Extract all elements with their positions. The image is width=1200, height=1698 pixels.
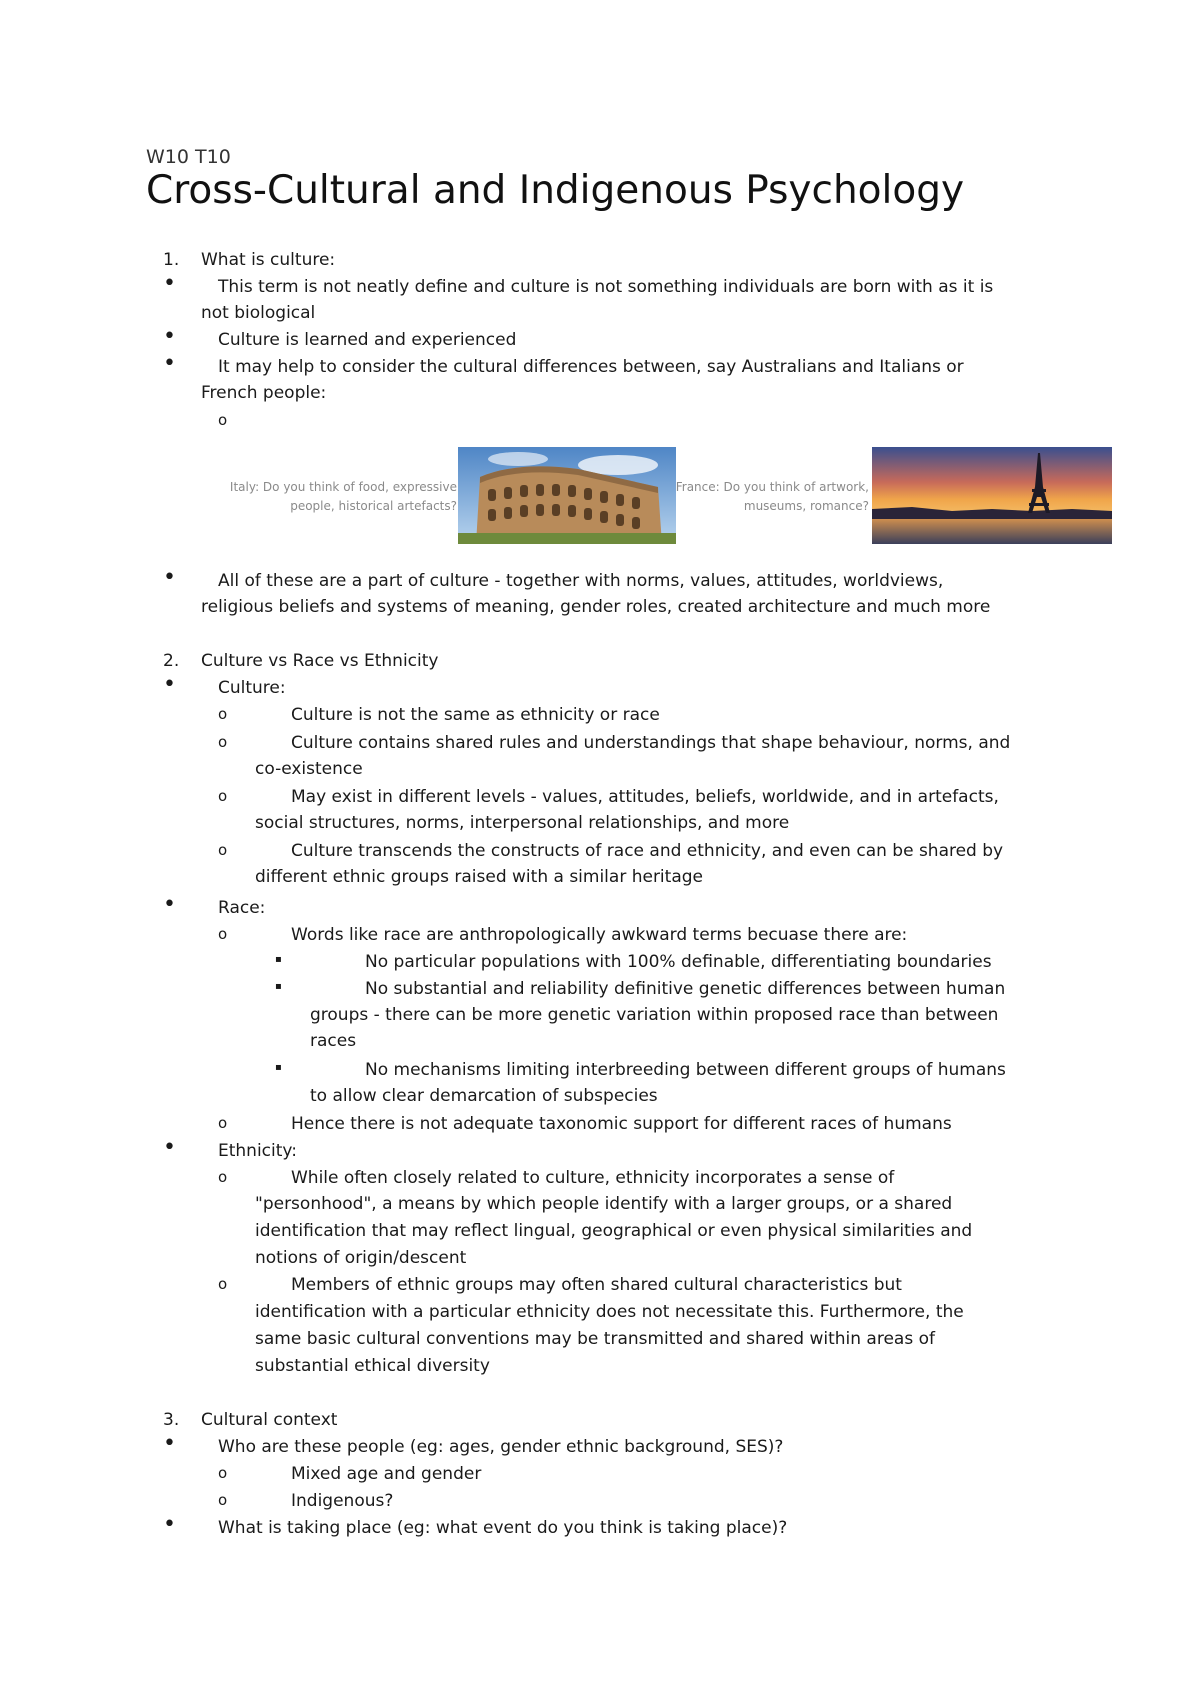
list-item: No substantial and reliability definitive genetic differences between human xyxy=(365,979,1006,999)
list-item: This term is not neatly define and culture is not something individuals are born with as it is xyxy=(218,277,994,297)
list-item: May exist in different levels - values, attitudes, beliefs, worldwide, and in artefacts, xyxy=(291,787,999,807)
bullet-circle: o xyxy=(218,1114,228,1132)
bullet-circle: o xyxy=(218,705,228,723)
italy-caption-line-1: Italy: Do you think of food, expressive xyxy=(229,480,457,494)
section-1-number: 1. xyxy=(163,250,180,270)
list-item: All of these are a part of culture - together with norms, values, attitudes, worldviews, xyxy=(218,571,944,591)
list-item: Race: xyxy=(218,898,266,918)
list-item: Words like race are anthropologically awkward terms becuase there are: xyxy=(291,925,908,945)
list-item: Who are these people (eg: ages, gender ethnic background, SES)? xyxy=(218,1437,784,1457)
list-item: Members of ethnic groups may often shared cultural characteristics but xyxy=(291,1275,902,1295)
list-item-continued: notions of origin/descent xyxy=(255,1248,467,1268)
bullet-disc: • xyxy=(163,324,176,349)
list-item: Culture is learned and experienced xyxy=(218,330,517,350)
bullet-square: ▪ xyxy=(275,954,282,965)
list-item-continued: different ethnic groups raised with a similar heritage xyxy=(255,867,703,887)
list-item: Culture contains shared rules and understandings that shape behaviour, norms, and xyxy=(291,733,1011,753)
france-caption-line-1: France: Do you think of artwork, xyxy=(675,480,869,494)
section-2-heading: Culture vs Race vs Ethnicity xyxy=(201,651,439,671)
italy-caption-line-2: people, historical artefacts? xyxy=(290,499,457,513)
list-item-continued: co-existence xyxy=(255,759,363,779)
bullet-square: ▪ xyxy=(275,1062,282,1073)
paris-sunset-illustration xyxy=(872,447,1112,544)
bullet-disc: • xyxy=(163,1135,176,1160)
bullet-disc: • xyxy=(163,1512,176,1537)
list-item-continued: substantial ethical diversity xyxy=(255,1356,490,1376)
bullet-disc: • xyxy=(163,565,176,590)
bullet-circle: o xyxy=(218,411,228,429)
list-item-continued: same basic cultural conventions may be transmitted and shared within areas of xyxy=(255,1329,935,1349)
list-item: What is taking place (eg: what event do you think is taking place)? xyxy=(218,1518,788,1538)
bullet-circle: o xyxy=(218,925,228,943)
bullet-square: ▪ xyxy=(275,981,282,992)
list-item: No particular populations with 100% definable, differentiating boundaries xyxy=(365,952,992,972)
section-1-heading: What is culture: xyxy=(201,250,336,270)
list-item: Mixed age and gender xyxy=(291,1464,482,1484)
list-item: Indigenous? xyxy=(291,1491,394,1511)
list-item: Culture: xyxy=(218,678,286,698)
bullet-circle: o xyxy=(218,1464,228,1482)
list-item: While often closely related to culture, ethnicity incorporates a sense of xyxy=(291,1168,895,1188)
bullet-disc: • xyxy=(163,672,176,697)
italy-caption xyxy=(230,478,457,516)
list-item-continued: to allow clear demarcation of subspecies xyxy=(310,1086,658,1106)
bullet-disc: • xyxy=(163,892,176,917)
section-3-heading: Cultural context xyxy=(201,1410,338,1430)
bullet-disc: • xyxy=(163,351,176,376)
bullet-circle: o xyxy=(218,733,228,751)
colosseum-illustration xyxy=(458,447,676,544)
colosseum-image xyxy=(458,447,676,544)
list-item: No mechanisms limiting interbreeding between different groups of humans xyxy=(365,1060,1006,1080)
list-item-continued: races xyxy=(310,1031,357,1051)
document-subtitle: W10 T10 xyxy=(146,146,231,168)
bullet-circle: o xyxy=(218,1168,228,1186)
bullet-circle: o xyxy=(218,1275,228,1293)
list-item-continued: not biological xyxy=(201,303,316,323)
list-item-continued: social structures, norms, interpersonal relationships, and more xyxy=(255,813,790,833)
section-2-number: 2. xyxy=(163,651,180,671)
list-item: Hence there is not adequate taxonomic support for different races of humans xyxy=(291,1114,952,1134)
bullet-circle: o xyxy=(218,787,228,805)
list-item-continued: religious beliefs and systems of meaning, gender roles, created architecture and much more xyxy=(201,597,991,617)
eiffel-tower-image xyxy=(872,447,1112,544)
france-caption-line-2: museums, romance? xyxy=(743,499,869,513)
bullet-disc: • xyxy=(163,271,176,296)
bullet-circle: o xyxy=(218,841,228,859)
list-item: Culture is not the same as ethnicity or race xyxy=(291,705,660,725)
list-item: Culture transcends the constructs of race and ethnicity, and even can be shared by xyxy=(291,841,1004,861)
list-item: It may help to consider the cultural differences between, say Australians and Italians or xyxy=(218,357,964,377)
list-item: Ethnicity: xyxy=(218,1141,297,1161)
list-item-continued: identification with a particular ethnicity does not necessitate this. Furthermore, the xyxy=(255,1302,964,1322)
bullet-circle: o xyxy=(218,1491,228,1509)
section-3-number: 3. xyxy=(163,1410,180,1430)
document-title: Cross-Cultural and Indigenous Psychology xyxy=(146,168,965,213)
list-item-continued: identification that may reflect lingual, geographical or even physical similarities and xyxy=(255,1221,973,1241)
list-item-continued: groups - there can be more genetic variation within proposed race than between xyxy=(310,1005,999,1025)
list-item-continued: French people: xyxy=(201,383,327,403)
france-caption xyxy=(676,478,869,516)
bullet-disc: • xyxy=(163,1431,176,1456)
list-item-continued: "personhood", a means by which people identify with a larger groups, or a shared xyxy=(255,1194,953,1214)
